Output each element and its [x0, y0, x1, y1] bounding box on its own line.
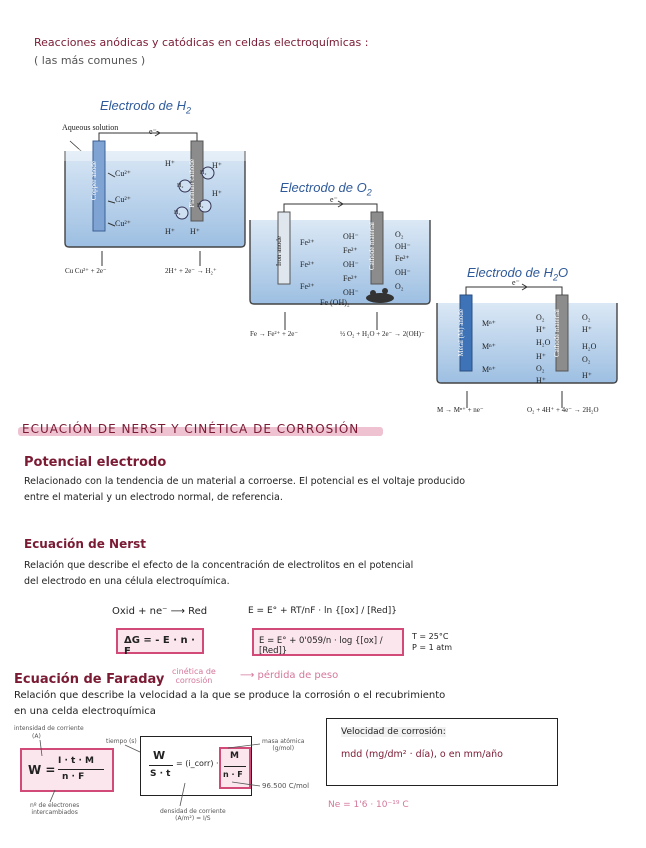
label-electrons: nº de electrones intercambiados: [30, 802, 80, 816]
label-current: intensidad de corriente: [14, 725, 84, 732]
ion: Fe²⁺: [343, 274, 358, 283]
nernst-line1: Relación que describe el efecto de la concentración de electrolitos en el potencial: [24, 560, 414, 571]
ion: O₂: [395, 282, 404, 291]
ion: H⁺: [536, 325, 546, 334]
electron-label: e⁻: [330, 195, 338, 204]
h2-eq-anode: Cu Cu²⁺ + 2e⁻: [65, 267, 107, 275]
label-faraday-const: 96.500 C/mol: [262, 782, 310, 790]
ion: Fe²⁺: [395, 254, 410, 263]
nernst-general-eq: E = E° + RT/nF · ln {[ox] / [Red]}: [248, 606, 397, 616]
h2o-eq-anode: M → Mⁿ⁺ + ne⁻: [437, 406, 484, 414]
ion: H₂O: [536, 338, 551, 347]
ion: H⁺: [536, 352, 546, 361]
ion: OH⁻: [343, 288, 359, 297]
h2-bubble: H₂: [197, 203, 204, 209]
eq2-fraction-bar: [149, 765, 173, 766]
eq2-numerator: W: [153, 749, 166, 762]
electron-label: e⁻: [512, 278, 520, 287]
faraday-heading: Ecuación de Faraday: [14, 672, 165, 687]
figure-h2-title: Electrodo de $H_2$: [100, 98, 192, 116]
precipitate-label: Fe (OH)₂: [320, 298, 350, 307]
page-subtitle: ( las más comunes ): [34, 54, 146, 67]
faraday-box-rate: [140, 736, 252, 796]
section-title: ECUACIÓN DE NERST Y CINÉTICA DE CORROSIÓN: [22, 422, 360, 436]
electron-label: e⁻: [149, 127, 157, 136]
ion: O₂: [395, 230, 404, 239]
ion: Mⁿ⁺: [482, 319, 496, 328]
figure-o2-title: Electrodo de $O_2$: [280, 180, 372, 198]
cathode-material-label: Cathode material: [368, 222, 376, 271]
potencial-line1: Relacionado con la tendencia de un material a corroerse. El potencial es el voltaje producido: [24, 476, 466, 487]
h2o-eq-cathode: O₂ + 4H⁺ + 4e⁻ → 2H₂O: [527, 406, 599, 414]
platinum-cathode-label: Platinum cathode: [188, 159, 196, 208]
nernst-heading: Ecuación de Nerst: [24, 537, 147, 551]
elementary-charge: Ne = 1'6 · 10⁻¹⁹ C: [328, 800, 409, 810]
faraday-line2: en una celda electroquímica: [14, 706, 156, 717]
figure-h2: [60, 95, 250, 280]
ion: H⁺: [212, 189, 222, 198]
ion: H⁺: [582, 325, 592, 334]
eq1-fraction-bar: [58, 769, 104, 770]
gibbs-box: [116, 628, 204, 657]
label-density: densidad de corriente (A/m²) = I/S: [160, 808, 226, 822]
ion: H⁺: [165, 227, 175, 236]
o2-eq-cathode: ½ O₂ + H₂O + 2e⁻ → 2(OH)⁻: [340, 330, 425, 338]
nernst-boxed-equation: E = E° + 0'059/n · log {[ox] / [Red]}: [259, 636, 383, 656]
o2-eq-anode: Fe → Fe²⁺ + 2e⁻: [250, 330, 299, 338]
label-mass: masa atómica (g/mol): [262, 738, 305, 752]
potencial-line2: entre el material y un electrodo normal, de referencia.: [24, 492, 283, 503]
page-title: Reacciones anódicas y catódicas en celdas electroquímicas :: [34, 36, 369, 49]
iron-anode-label: Iron anode: [275, 236, 283, 267]
ion: OH⁻: [343, 232, 359, 241]
ion: Cu²⁺: [115, 195, 131, 204]
potencial-heading: Potencial electrodo: [24, 455, 167, 470]
faraday-box-w: [20, 748, 114, 792]
ion: Cu²⁺: [115, 169, 131, 178]
ion: OH⁻: [395, 268, 411, 277]
ion: Cu²⁺: [115, 219, 131, 228]
nernst-line2: del electrodo en una célula electroquímica.: [24, 576, 230, 587]
eq1-left: W =: [28, 763, 56, 777]
ion: Fe²⁺: [300, 260, 315, 269]
eq2-icorr: = (i_corr) ·: [176, 759, 219, 768]
ion: Fe²⁺: [300, 238, 315, 247]
ion: H⁺: [582, 371, 592, 380]
h2-bubble: H₂: [174, 210, 181, 216]
faraday-side-note: cinética de corrosión: [172, 667, 216, 685]
cathode-material-label: Cathode material: [553, 309, 561, 358]
ion: OH⁻: [343, 260, 359, 269]
velocity-units: mdd (mg/dm² · día), o en mm/año: [341, 749, 503, 760]
condition-temperature: T = 25°C: [412, 632, 449, 641]
ion: Fe²⁺: [343, 246, 358, 255]
h2-bubble: H₂: [200, 170, 207, 176]
nernst-box: [252, 628, 404, 656]
metal-anode-label: Metal (M) anode: [457, 309, 465, 357]
velocity-box: [326, 718, 558, 786]
copper-anode-label: Copper anode: [90, 161, 98, 201]
eq2-denominator: S · t: [150, 769, 171, 779]
ion: O₂: [582, 355, 591, 364]
aqueous-label: Aqueous solution: [62, 123, 119, 132]
eq1-numerator: I · t · M: [58, 756, 94, 766]
ion: H⁺: [190, 227, 200, 236]
eq2-m: M: [230, 751, 239, 761]
h2-eq-cathode: 2H⁺ + 2e⁻ → H₂⁺: [165, 267, 217, 275]
faraday-arrow-note: ⟶ pérdida de peso: [240, 670, 339, 681]
figure-o2: [245, 180, 435, 345]
figure-h2o-title: Electrodo de $H_2O$: [467, 265, 569, 283]
eq1-denominator: n · F: [62, 772, 85, 782]
label-time: tiempo (s): [106, 738, 137, 745]
faraday-line1: Relación que describe la velocidad a la que se produce la corrosión o el recubrimiento: [14, 690, 446, 701]
figure-h2o: [432, 265, 622, 420]
ion: O₂: [582, 313, 591, 322]
eq2-r-bar: [224, 766, 246, 767]
ion: H₂O: [582, 342, 597, 351]
ion: OH⁻: [395, 242, 411, 251]
nernst-reaction: Oxid + ne⁻ ⟶ Red: [112, 606, 208, 617]
label-current-units: (A): [32, 733, 41, 740]
eq2-mf-box: [219, 747, 251, 789]
ion: H⁺: [212, 161, 222, 170]
condition-pressure: P = 1 atm: [412, 643, 453, 652]
gibbs-equation: ΔG = - E · n · F: [124, 635, 195, 657]
ion: H⁺: [536, 376, 546, 385]
velocity-title: Velocidad de corrosión:: [341, 727, 446, 737]
ion: O₂: [536, 364, 545, 373]
ion: Mⁿ⁺: [482, 365, 496, 374]
h2-bubble: H₂: [177, 183, 184, 189]
ion: H⁺: [165, 159, 175, 168]
h2-cell-drawing: [60, 131, 250, 281]
ion: Fe²⁺: [300, 282, 315, 291]
ion: Mⁿ⁺: [482, 342, 496, 351]
ion: O₂: [536, 313, 545, 322]
eq2-nf: n · F: [223, 770, 243, 779]
